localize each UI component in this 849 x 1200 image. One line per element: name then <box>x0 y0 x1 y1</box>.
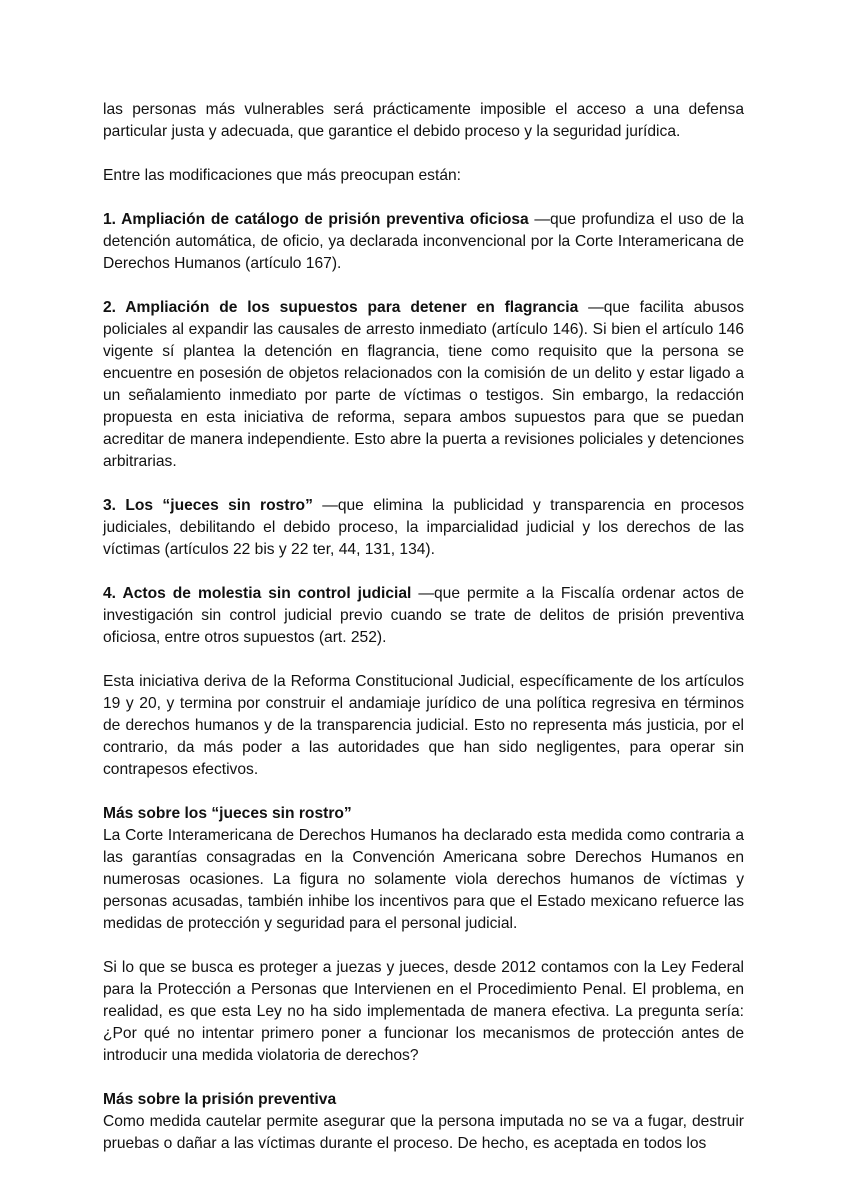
list-item-4 <box>103 583 744 649</box>
list-item-3-text: —que elimina la publicidad y transparencia en procesos judiciales, debilitando el debido proceso, la imparcialidad judicial y los derechos de las víctimas (artículos 22 bis y 22 ter, 44, 131, 134). <box>103 497 744 558</box>
list-item-2 <box>103 297 744 473</box>
paragraph-prision-1: Como medida cautelar permite asegurar que la persona imputada no se va a fugar, destruir pruebas o dañar a las víctimas durante el proceso. De hecho, es aceptada en todos los <box>103 1113 744 1152</box>
heading-jueces-sin-rostro: Más sobre los “jueces sin rostro” <box>103 805 352 822</box>
list-item-3 <box>103 495 744 561</box>
list-item-2-text: —que facilita abusos policiales al expandir las causales de arresto inmediato (artículo 146). Si bien el artículo 146 vigente sí plantea la detención en flagrancia, tiene como requisito que la persona se encuentre en posesión de objetos relacionados con la comisión de un delito y estar ligado a un señalamiento inmediato por parte de víctimas o testigos. Sin embargo, la redacción propuesta en esta iniciativa de reforma, separa ambos supuestos para que se puedan acreditar de manera independiente. Esto abre la puerta a revisiones policiales y detenciones arbitrarias. <box>103 299 745 470</box>
paragraph-list-intro: Entre las modificaciones que más preocupan están: <box>103 167 461 184</box>
list-item-1 <box>103 209 744 275</box>
paragraph-jueces-1: La Corte Interamericana de Derechos Humanos ha declarado esta medida como contraria a las garantías consagradas en la Convención Americana sobre Derechos Humanos en numerosas ocasiones. La figura no solamente viola derechos humanos de víctimas y personas acusadas, también inhibe los incentivos para que el Estado mexicano refuerce las medidas de protección y seguridad para el personal judicial. <box>103 827 744 932</box>
paragraph-intro-end: las personas más vulnerables será prácticamente imposible el acceso a una defensa particular justa y adecuada, que garantice el debido proceso y la seguridad jurídica. <box>103 101 744 140</box>
list-item-1-title: 1. Ampliación de catálogo de prisión preventiva oficiosa <box>103 211 529 228</box>
paragraph-reforma: Esta iniciativa deriva de la Reforma Constitucional Judicial, específicamente de los artículos 19 y 20, y termina por construir el andamiaje jurídico de una política regresiva en términos de derechos humanos y de la transparencia judicial. Esto no representa más justicia, por el contrario, da más poder a las autoridades que han sido negligentes, para operar sin contrapesos efectivos. <box>103 673 744 778</box>
heading-prision-preventiva: Más sobre la prisión preventiva <box>103 1091 337 1108</box>
list-item-2-title: 2. Ampliación de los supuestos para detener en flagrancia <box>103 299 579 316</box>
list-item-3-title: 3. Los “jueces sin rostro” <box>103 497 313 514</box>
paragraph-jueces-2: Si lo que se busca es proteger a juezas y jueces, desde 2012 contamos con la Ley Federal para la Protección a Personas que Intervienen en el Procedimiento Penal. El problema, en realidad, es que esta Ley no ha sido implementada de manera efectiva. La pregunta sería: ¿Por qué no intentar primero poner a funcionar los mecanismos de protección antes de introducir una medida violatoria de derechos? <box>103 959 744 1064</box>
list-item-4-title: 4. Actos de molestia sin control judicial <box>103 585 412 602</box>
list-item-4-text: —que permite a la Fiscalía ordenar actos de investigación sin control judicial previo cuando se trate de delitos de prisión preventiva oficiosa, entre otros supuestos (art. 252). <box>103 585 744 646</box>
list-item-1-text: —que profundiza el uso de la detención automática, de oficio, ya declarada inconvencional por la Corte Interamericana de Derechos Humanos (artículo 167). <box>103 211 744 272</box>
document-page <box>103 99 744 1155</box>
